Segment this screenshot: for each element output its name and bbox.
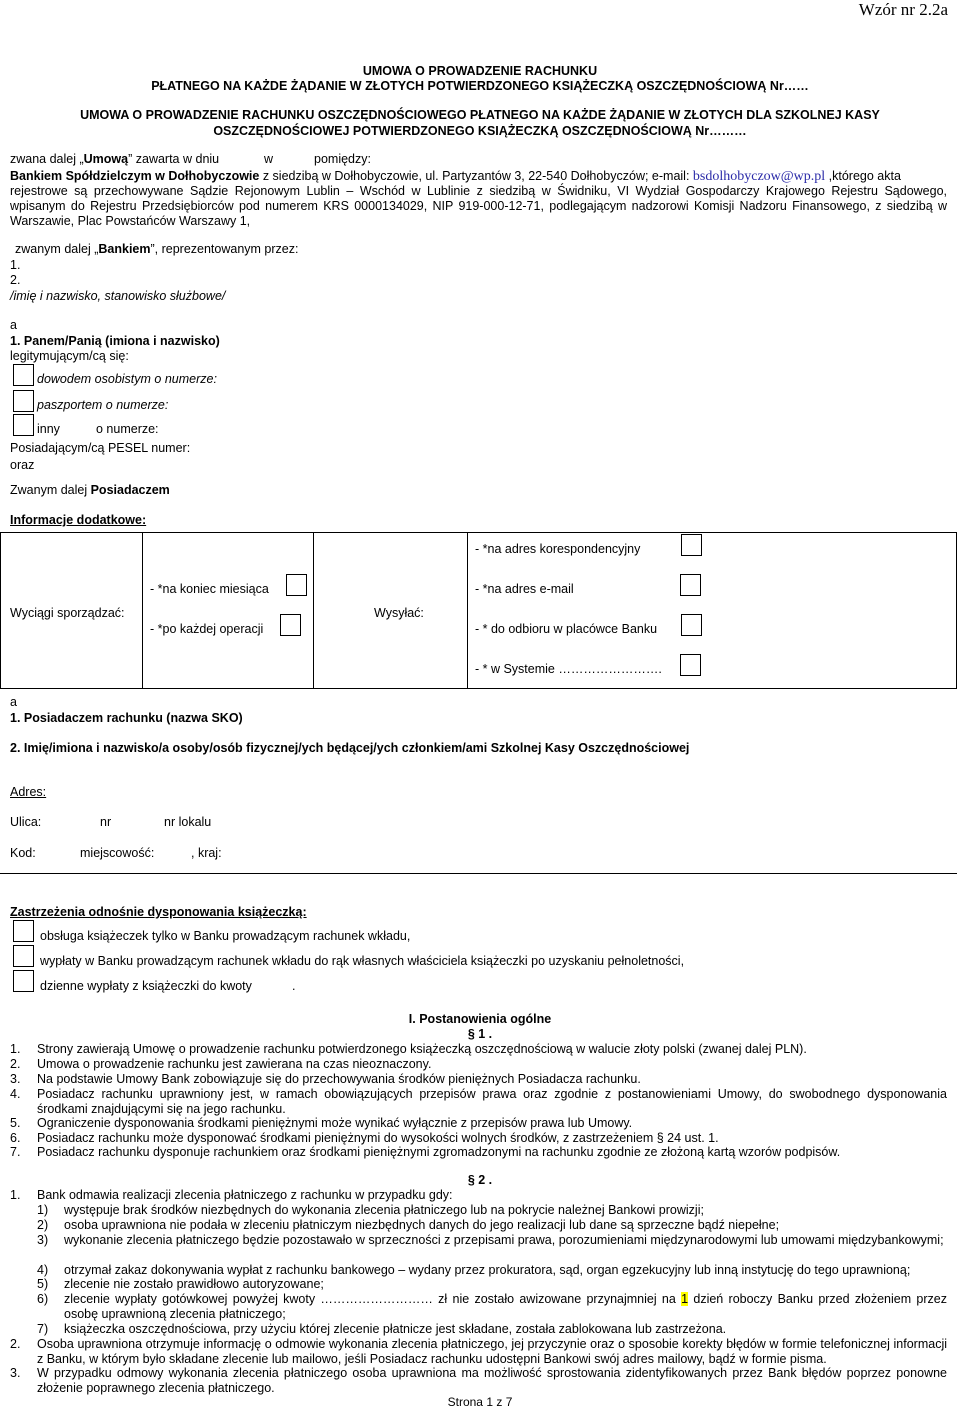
paragraph-1-heading: § 1 . [467, 1027, 493, 1041]
legitimation-label: legitymującym/cą się: [10, 349, 129, 363]
restriction-1-checkbox[interactable] [13, 920, 34, 942]
bank-address: z siedzibą w Dołhobyczowie, ul. Partyzantów 3, 22-540 Dołhobyczów; e-mail: [259, 169, 693, 183]
footer-page-total: 7 [505, 1395, 513, 1409]
section-divider [0, 873, 957, 874]
each-operation-checkbox[interactable] [280, 614, 301, 636]
p1-item-number: 5. [10, 1116, 21, 1130]
p1-item-number: 6. [10, 1131, 21, 1145]
restriction-3-checkbox[interactable] [13, 970, 34, 992]
table-divider-1 [142, 532, 143, 689]
bank-represented-text: zwanym dalej „ [15, 242, 99, 256]
p2-sub-number: 3) [37, 1233, 49, 1247]
each-operation-label: - *po każdej operacji [150, 622, 264, 636]
p2-sub-6-text-a: zlecenie wypłaty gotówkowej powyżej kwoty ……………………… zł nie zostało awizowane przynajmniej na [64, 1292, 682, 1306]
p1-item-text: Posiadacz rachunku uprawniony jest, w ramach obowiązujących przepisów prawa oraz zgodnie z postanowieniami Umowy, do swobodnego dysponowania środkami znajdującymi się na jego rachunku. [37, 1087, 947, 1116]
intro-pomiedzy: pomiędzy: [314, 152, 371, 166]
passport-checkbox[interactable] [13, 390, 34, 412]
other-document-number-label: o numerze: [96, 422, 159, 436]
postal-code-label: Kod: [10, 846, 36, 860]
title-line-3: UMOWA O PROWADZENIE RACHUNKU OSZCZĘDNOŚCIOWEGO PŁATNEGO NA KAŻDE ŻĄDANIE W ZŁOTYCH DLA SZKOLNEJ KASY [80, 108, 880, 122]
bank-after-email: ,którego akta [825, 169, 901, 183]
table-divider-2 [313, 532, 314, 689]
title-line-4: OSZCZĘDNOŚCIOWEJ POTWIERDZONEGO KSIĄŻECZKĄ OSZCZĘDNOŚCIOWĄ Nr……… [213, 124, 747, 138]
p2-sub-number: 5) [37, 1277, 49, 1291]
p2-item-2-text: Osoba uprawniona otrzymuje informację o odmowie wykonania zlecenia płatniczego, jej przyczynie oraz o sposobie korekty błędów w formie telefonicznej informacji z Banku, w którym było składane zlecenie lub mailowo, jeśli Posiadacz rachunku udostępni Bankowi swój adres mailowy, bądź w formie pisma. [37, 1337, 947, 1366]
holder-label: 1. Panem/Panią (imiona i nazwisko) [10, 334, 220, 348]
restriction-3-end: . [292, 979, 296, 993]
restriction-1-label: obsługa książeczek tylko w Banku prowadzącym rachunek wkładu, [40, 929, 411, 943]
p1-item-text: Strony zawierają Umowę o prowadzenie rachunku potwierdzonego książeczką oszczędnościową w walucie złoty polski (zwanej dalej PLN). [37, 1042, 807, 1056]
sko-persons-label: 2. Imię/imiona i nazwisko/a osoby/osób fizycznej/ych będącej/ych członkiem/ami Szkolnej Kasy Oszczędnościowej [10, 741, 690, 755]
id-card-checkbox[interactable] [13, 364, 34, 386]
country-label: , kraj: [191, 846, 222, 860]
statements-label: Wyciągi sporządzać: [10, 606, 125, 620]
end-of-month-label: - *na koniec miesiąca [150, 582, 269, 596]
passport-label: paszportem o numerze: [37, 398, 169, 412]
email-address-label: - *na adres e-mail [475, 582, 574, 596]
restriction-2-label: wypłaty w Banku prowadzącym rachunek wkładu do rąk własnych właściciela książeczki po uzyskaniu pełnoletności, [40, 954, 685, 968]
pesel-label: Posiadającym/cą PESEL numer: [10, 441, 191, 455]
p2-sub-number: 4) [37, 1263, 49, 1277]
footer-separator: z [493, 1395, 506, 1409]
p1-item-text: Ograniczenie dysponowania środkami pieniężnymi może wynikać wyłącznie z przepisów prawa lub Umowy. [37, 1116, 633, 1130]
p2-sub-number: 1) [37, 1203, 49, 1217]
in-system-label: - * w Systemie ……………………. [475, 662, 662, 676]
oraz-label: oraz [10, 458, 35, 472]
p1-item-text: Na podstawie Umowy Bank zobowiązuje się do przechowywania środków pieniężnych Posiadacza rachunku. [37, 1072, 641, 1086]
footer-label: Strona [447, 1395, 487, 1409]
intro-w: w [264, 152, 274, 166]
bank-represented-text-2: ”, reprezentowanym przez: [150, 242, 299, 256]
in-system-checkbox[interactable] [680, 654, 701, 676]
bank-name: Bankiem Spółdzielczym w Dołhobyczowie [10, 169, 260, 183]
representative-2: 2. [10, 273, 21, 287]
page-footer [0, 1395, 960, 1409]
intro-text-2: ” zawarta w dniu [128, 152, 220, 166]
branch-pickup-checkbox[interactable] [681, 614, 702, 636]
house-number-label: nr [100, 815, 112, 829]
id-card-label: dowodem osobistym o numerze: [37, 372, 217, 386]
end-of-month-checkbox[interactable] [286, 574, 307, 596]
p2-sub-6-text [64, 1292, 947, 1322]
bank-line [10, 169, 901, 185]
bank-register-paragraph: rejestrowe są przechowywane Sądzie Rejonowym Lublin – Wschód w Lublinie z siedzibą w Świdniku, VI Wydział Gospodarczy Krajowego Rejestru Sądowego, wpisanym do Rejestru Przedsiębiorców pod numerem KRS 0000134029, NIP 919-000-12-71, podlegającym nadzorowi Komisji Nadzoru Finansowego, z siedzibą w Warszawie, Plac Powstańców Warszawy 1, [10, 184, 947, 228]
p1-item-number: 3. [10, 1072, 21, 1086]
correspondence-address-label: - *na adres korespondencyjny [475, 542, 641, 556]
city-label: miejscowość: [80, 846, 155, 860]
representative-1: 1. [10, 258, 21, 272]
and-separator-2: a [10, 695, 17, 709]
p2-item-2-number: 2. [10, 1337, 21, 1351]
holder-called-bold: Posiadaczem [90, 483, 170, 497]
p1-item-number: 7. [10, 1145, 21, 1159]
representative-note: /imię i nazwisko, stanowisko służbowe/ [10, 289, 226, 303]
p2-sub-number: 2) [37, 1218, 49, 1232]
address-label: Adres: [10, 785, 47, 799]
title-line-2: PŁATNEGO NA KAŻDE ŻĄDANIE W ZŁOTYCH POTWIERDZONEGO KSIĄŻECZKĄ OSZCZĘDNOŚCIOWĄ Nr…… [151, 79, 809, 93]
title-line-1: UMOWA O PROWADZENIE RACHUNKU [362, 64, 598, 78]
restrictions-label: Zastrzeżenia odnośnie dysponowania książeczką: [10, 905, 307, 919]
p1-item-number: 1. [10, 1042, 21, 1056]
and-separator-1: a [10, 318, 17, 332]
paragraph-2-heading: § 2 . [467, 1173, 493, 1187]
p2-item-1-number: 1. [10, 1188, 21, 1202]
p1-item-text: Posiadacz rachunku dysponuje rachunkiem oraz środkami pieniężnymi zgromadzonymi na rachunku zgodnie ze złożoną kartą wzorów podpisów. [37, 1145, 841, 1159]
intro-text: zwana dalej „ [10, 152, 84, 166]
p1-item-text: Posiadacz rachunku może dysponować środkami pieniężnymi do wysokości wolnych środków, z zastrzeżeniem § 24 ust. 1. [37, 1131, 719, 1145]
p2-sub-text: występuje brak środków niezbędnych do wykonania zlecenia płatniczego lub na pokrycie należnej Bankowi prowizji; [64, 1203, 704, 1217]
holder-called-text: Zwanym dalej [10, 483, 91, 497]
holder-called [10, 483, 170, 497]
table-divider-3 [467, 532, 468, 689]
bank-represented [15, 242, 298, 256]
p2-sub-6-number: 6) [37, 1292, 49, 1306]
street-label: Ulica: [10, 815, 42, 829]
footer-page-number: 1 [486, 1395, 494, 1409]
intro-umowa: Umową [83, 152, 129, 166]
send-label: Wysyłać: [374, 606, 424, 620]
p1-item-text: Umowa o prowadzenie rachunku jest zawierana na czas nieoznaczony. [37, 1057, 432, 1071]
restriction-2-checkbox[interactable] [13, 945, 34, 967]
bank-email-link[interactable]: bsdolhobyczow@wp.pl [692, 169, 826, 184]
agreement-intro [10, 152, 219, 166]
p2-sub-text: zlecenie nie zostało prawidłowo autoryzowane; [64, 1277, 324, 1291]
p2-item-1-text: Bank odmawia realizacji zlecenia płatniczego z rachunku w przypadku gdy: [37, 1188, 453, 1202]
p2-sub-6-text-b: dzień roboczy Banku przed złożeniem przez osobę uprawnioną zlecenia płatniczego; [64, 1292, 947, 1321]
bank-represented-bank: Bankiem [98, 242, 151, 256]
p1-item-number: 4. [10, 1087, 21, 1101]
additional-info-label: Informacje dodatkowe: [10, 513, 147, 527]
p1-item-number: 2. [10, 1057, 21, 1071]
email-address-checkbox[interactable] [680, 574, 701, 596]
p2-sub-7-number: 7) [37, 1322, 49, 1336]
template-number: Wzór nr 2.2a [858, 0, 948, 19]
p2-item-3-number: 3. [10, 1366, 21, 1380]
other-document-checkbox[interactable] [13, 414, 34, 436]
section-1-heading: I. Postanowienia ogólne [408, 1012, 552, 1026]
p2-sub-7-text: książeczka oszczędnościowa, przy użyciu której zlecenie płatnicze jest składane, została zablokowana lub zastrzeżona. [64, 1322, 727, 1336]
p2-sub-text: otrzymał zakaz dokonywania wypłat z rachunku bankowego – wydany przez prokuratora, sąd, organ egzekucyjny lub inną instytucję do tego uprawnioną; [64, 1263, 911, 1277]
p2-sub-text: osoba uprawniona nie podała w zleceniu płatniczym niezbędnych danych do jego realizacji lub dane są sprzeczne bądź niepełne; [64, 1218, 780, 1232]
sko-holder-label: 1. Posiadaczem rachunku (nazwa SKO) [10, 711, 243, 725]
restriction-3-label: dzienne wypłaty z książeczki do kwoty [40, 979, 252, 993]
p2-sub-6-highlight: 1 [681, 1292, 689, 1306]
other-document-label: inny [37, 422, 60, 436]
p2-sub-text: wykonanie zlecenia płatniczego będzie pozostawało w sprzeczności z przepisami prawa, porozumieniami międzynarodowymi lub umowami międzybankowymi; [64, 1233, 944, 1247]
p2-item-3-text: W przypadku odmowy wykonania zlecenia płatniczego osoba uprawniona ma możliwość sprostowania zidentyfikowanych przez Bank błędów poprzez ponowne złożenie poprawnego zlecenia płatniczego. [37, 1366, 947, 1395]
correspondence-address-checkbox[interactable] [681, 534, 702, 556]
apartment-number-label: nr lokalu [164, 815, 212, 829]
branch-pickup-label: - * do odbioru w placówce Banku [475, 622, 658, 636]
